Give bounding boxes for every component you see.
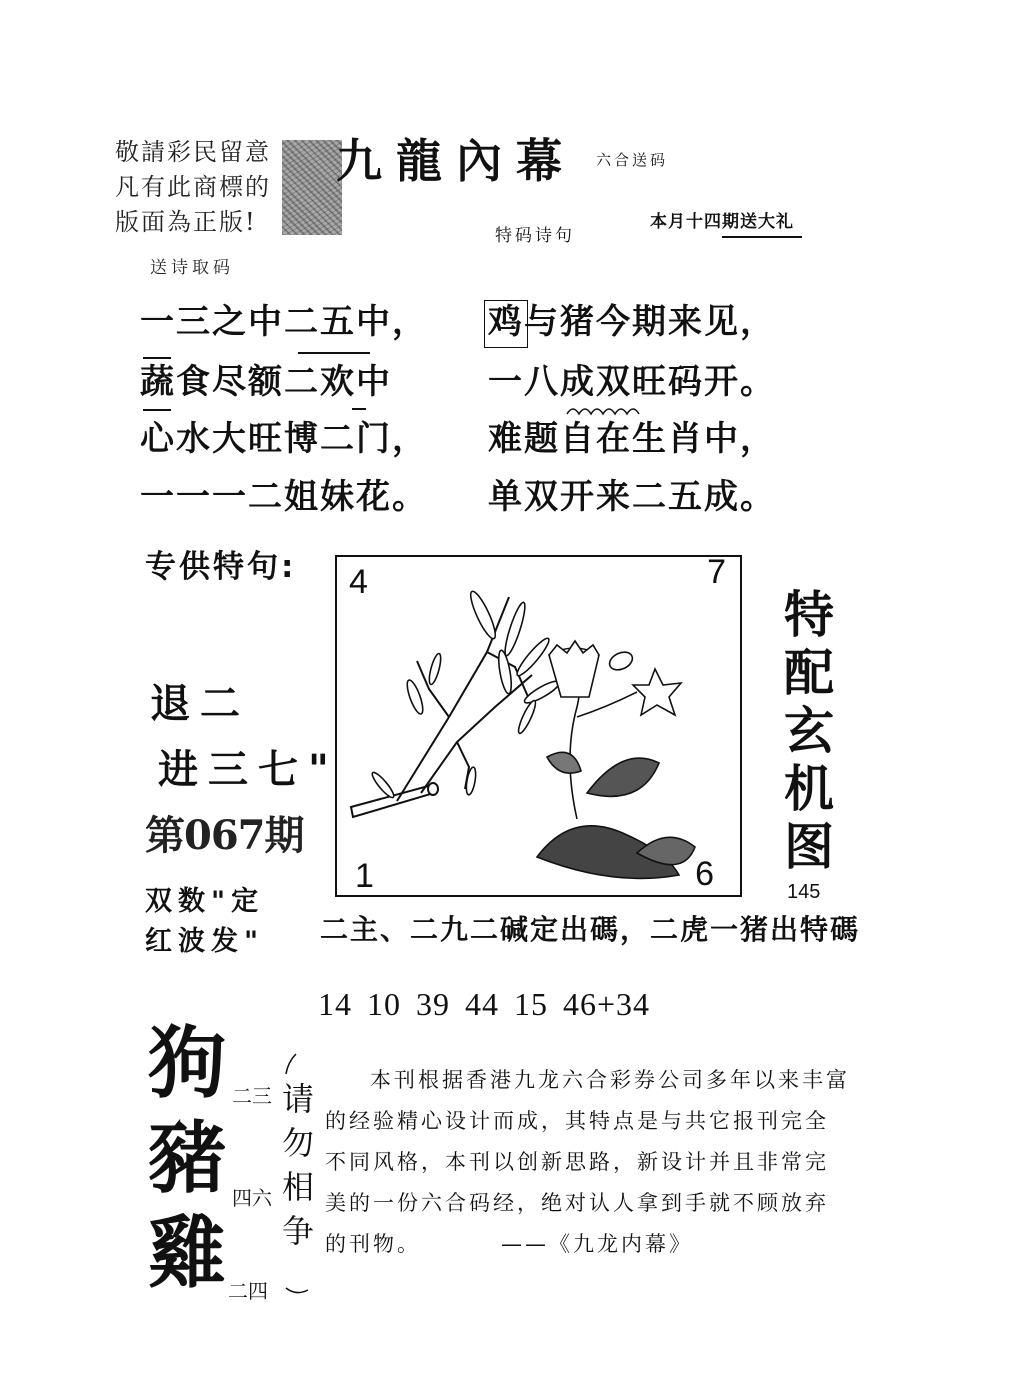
zodiac-dog: 狗: [148, 1018, 227, 1109]
clue-line-1: 退二: [150, 681, 250, 727]
masthead-tagline: 六合送码: [596, 151, 669, 169]
intro-signature: ——《九龙内幕》: [501, 1232, 693, 1256]
gift-notice: 本月十四期送大礼: [650, 212, 794, 232]
mystery-picture-box: [335, 555, 742, 897]
clue-line-2: 进三七": [158, 747, 339, 793]
bracket-marks: [277, 1052, 315, 1302]
bamboo-leaf: [427, 653, 443, 686]
intro-line-5-text: 的刊物。: [325, 1232, 421, 1256]
flower-star: [633, 669, 681, 715]
intro-line-2: 的经验精心设计而成，其特点是与共它报刊完全: [325, 1109, 829, 1133]
bamboo-leaves: [370, 589, 562, 800]
intro-line-1: 本刊根据香港九龙六合彩券公司多年以来丰富: [370, 1068, 850, 1092]
bamboo-stem: [351, 785, 434, 817]
poem-right-line-3: 难题自在生肖中，: [488, 419, 776, 459]
side-number: 145: [787, 881, 821, 903]
corner-number-bottom-left: 1: [355, 857, 374, 895]
notice-subtitle: 送诗取码: [150, 258, 234, 278]
overline-mark: [143, 357, 171, 359]
dash-mark: [352, 408, 366, 410]
bamboo-leaf: [370, 770, 397, 800]
intro-line-5: [325, 1224, 905, 1265]
bamboo-leaf: [514, 635, 553, 678]
clue-sentence: 二主、二九二碱定出碼，二虎一猪出特碼: [320, 913, 861, 946]
illustration: [337, 553, 740, 895]
poem-label: 特码诗句: [495, 226, 575, 246]
page-title: 九龍內幕: [336, 134, 576, 188]
intro-line-3: 不同风格，本刊以创新思路，新设计并且非常完: [325, 1150, 829, 1174]
poem-left-line-1: 一三之中二五中，: [140, 302, 428, 342]
bamboo-leaf: [404, 678, 426, 715]
bamboo-leaf: [496, 649, 513, 694]
brand-logo-stamp: [282, 140, 342, 235]
flower-bell: [549, 648, 599, 697]
zodiac-pig: 豬: [148, 1113, 227, 1204]
poem-left-line-3: 心水大旺博二门，: [140, 419, 428, 459]
poem-right-line-1: 鸡与猪今期来见，: [488, 302, 776, 342]
corner-number-top-left: 4: [349, 563, 368, 601]
flower-plant: [537, 641, 695, 878]
side-title: 特配玄机图: [776, 588, 834, 878]
note-pair-1: 二三: [232, 1084, 272, 1108]
flower-leaf-upper: [587, 758, 659, 796]
note-pair-3: 二四: [228, 1279, 268, 1303]
bamboo-leaf: [465, 767, 478, 796]
note-pair-2: 四六: [232, 1186, 272, 1210]
underline-mark: [298, 352, 370, 354]
squiggle-mark: [565, 402, 643, 418]
corner-number-bottom-right: 6: [695, 855, 714, 893]
flower-bud: [607, 649, 636, 674]
poem-right-line-2: 一八成双旺码开。: [488, 362, 776, 402]
zodiac-rooster: 雞: [148, 1208, 227, 1299]
issue-number: 第067期: [145, 812, 304, 859]
bamboo-leaf: [502, 601, 529, 657]
special-label: 专供特句:: [145, 549, 297, 585]
intro-line-4: 美的一份六合码经，绝对认人拿到手就不顾放弃: [325, 1191, 829, 1215]
hint-line-2: 红波发": [145, 926, 265, 957]
bamboo-leaf: [516, 699, 538, 735]
poem-right-line-4: 单双开来二五成。: [488, 477, 776, 517]
notice-line-1: 敬請彩民留意: [115, 138, 271, 166]
poem-left-line-4: 一一一二姐妹花。: [140, 477, 428, 517]
bamboo-node: [428, 783, 438, 795]
flower-bell-petals: [549, 641, 599, 655]
flower-leaf-left: [547, 752, 581, 773]
gift-underline: [722, 236, 802, 238]
warning-vertical: 请勿相争: [277, 1082, 315, 1258]
notice-line-3: 版面為正版!: [115, 208, 257, 236]
highlight-box: [484, 300, 528, 348]
underline-mark-2: [143, 409, 171, 411]
notice-line-2: 凡有此商標的: [115, 173, 271, 201]
intro-paragraph: [325, 1060, 905, 1265]
poem-left-line-2: 蔬食尽额二欢中: [140, 362, 392, 402]
hint-line-1: 双数"定: [145, 886, 265, 917]
lottery-numbers: 14 10 39 44 15 46+34: [318, 986, 651, 1022]
bamboo-leaf: [467, 589, 500, 641]
corner-number-top-right: 7: [707, 553, 726, 591]
